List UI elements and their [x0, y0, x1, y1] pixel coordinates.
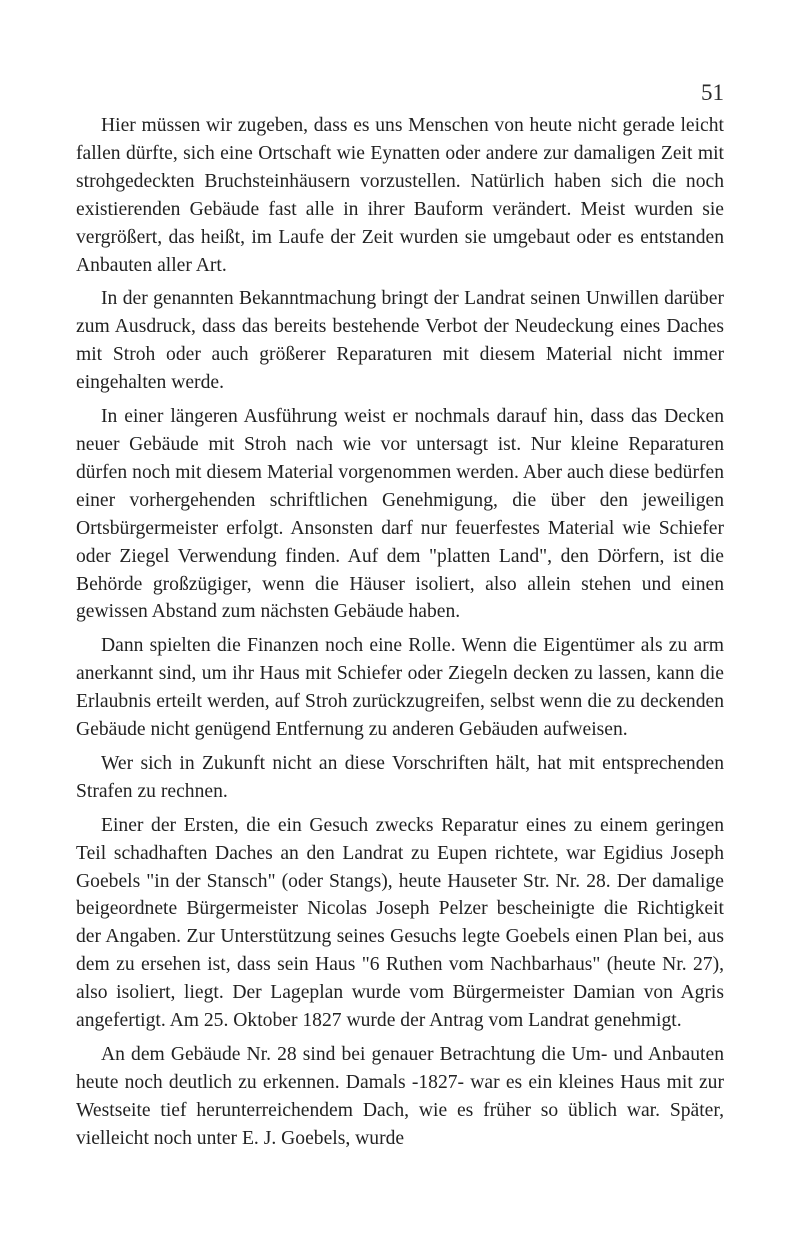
paragraph-4: Dann spielten die Finanzen noch eine Rolle. Wenn die Eigentümer als zu arm anerkannt sind, um ihr Haus mit Schiefer oder Ziegeln decken zu lassen, kann die Erlaubnis erteilt werden, auf Stroh zurückzugreifen, selbst wenn die zu deckenden Gebäude nicht genügend Entfernung zu anderen Gebäuden aufweisen. — [76, 635, 724, 741]
body-text — [76, 112, 724, 1159]
paragraph-1: Hier müssen wir zugeben, dass es uns Menschen von heute nicht gerade leicht fallen dürfte, sich eine Ortschaft wie Eynatten oder andere zur damaligen Zeit mit strohgedeckten Bruchsteinhäusern vorzustellen. Natürlich haben sich die noch existierenden Gebäude fast alle in ihrer Bauform verändert. Meist wurden sie vergrößert, das heißt, im Laufe der Zeit wurden sie umgebaut oder es entstanden Anbauten aller Art. — [76, 115, 724, 276]
paragraph-2: In der genannten Bekanntmachung bringt der Landrat seinen Unwillen darüber zum Ausdruck, dass das bereits bestehende Verbot der Neudeckung eines Daches mit Stroh oder auch größerer Reparaturen mit diesem Material nicht immer eingehalten werde. — [76, 288, 724, 394]
paragraph-3: In einer längeren Ausführung weist er nochmals darauf hin, dass das Decken neuer Gebäude mit Stroh nach wie vor untersagt ist. Nur kleine Reparaturen dürfen noch mit diesem Material vorgenommen werden. Aber auch diese bedürfen einer vorhergehenden schriftlichen Genehmigung, die über den jeweiligen Ortsbürgermeister erfolgt. Ansonsten darf nur feuerfestes Material wie Schiefer oder Ziegel Verwendung finden. Auf dem "platten Land", den Dörfern, ist die Behörde großzügiger, wenn die Häuser isoliert, also allein stehen und einen gewissen Abstand zum nächsten Gebäude haben. — [76, 406, 724, 623]
paragraph-6: Einer der Ersten, die ein Gesuch zwecks Reparatur eines zu einem geringen Teil schadhaften Daches an den Landrat zu Eupen richtete, war Egidius Joseph Goebels "in der Stansch" (oder Stangs), heute Hauseter Str. Nr. 28. Der damalige beigeordnete Bürgermeister Nicolas Joseph Pelzer bescheinigte die Richtigkeit der Angaben. Zur Unterstützung seines Gesuchs legte Goebels einen Plan bei, aus dem zu ersehen ist, dass sein Haus "6 Ruthen vom Nachbarhaus" (heute Nr. 27), also isoliert, liegt. Der Lageplan wurde vom Bürgermeister Damian von Agris angefertigt. Am 25. Oktober 1827 wurde der Antrag vom Landrat genehmigt. — [76, 814, 724, 1032]
paragraph-5: Wer sich in Zukunft nicht an diese Vorschriften hält, hat mit entsprechenden Strafen zu rechnen. — [76, 752, 724, 802]
paragraph-7: An dem Gebäude Nr. 28 sind bei genauer Betrachtung die Um- und Anbauten heute noch deutlich zu erkennen. Damals -1827- war es ein kleines Haus mit zur Westseite tief herunterreichendem Dach, wie es früher so üblich war. Später, vielleicht noch unter E. J. Goebels, wurde — [76, 1044, 724, 1149]
page-number: 51 — [701, 80, 724, 105]
